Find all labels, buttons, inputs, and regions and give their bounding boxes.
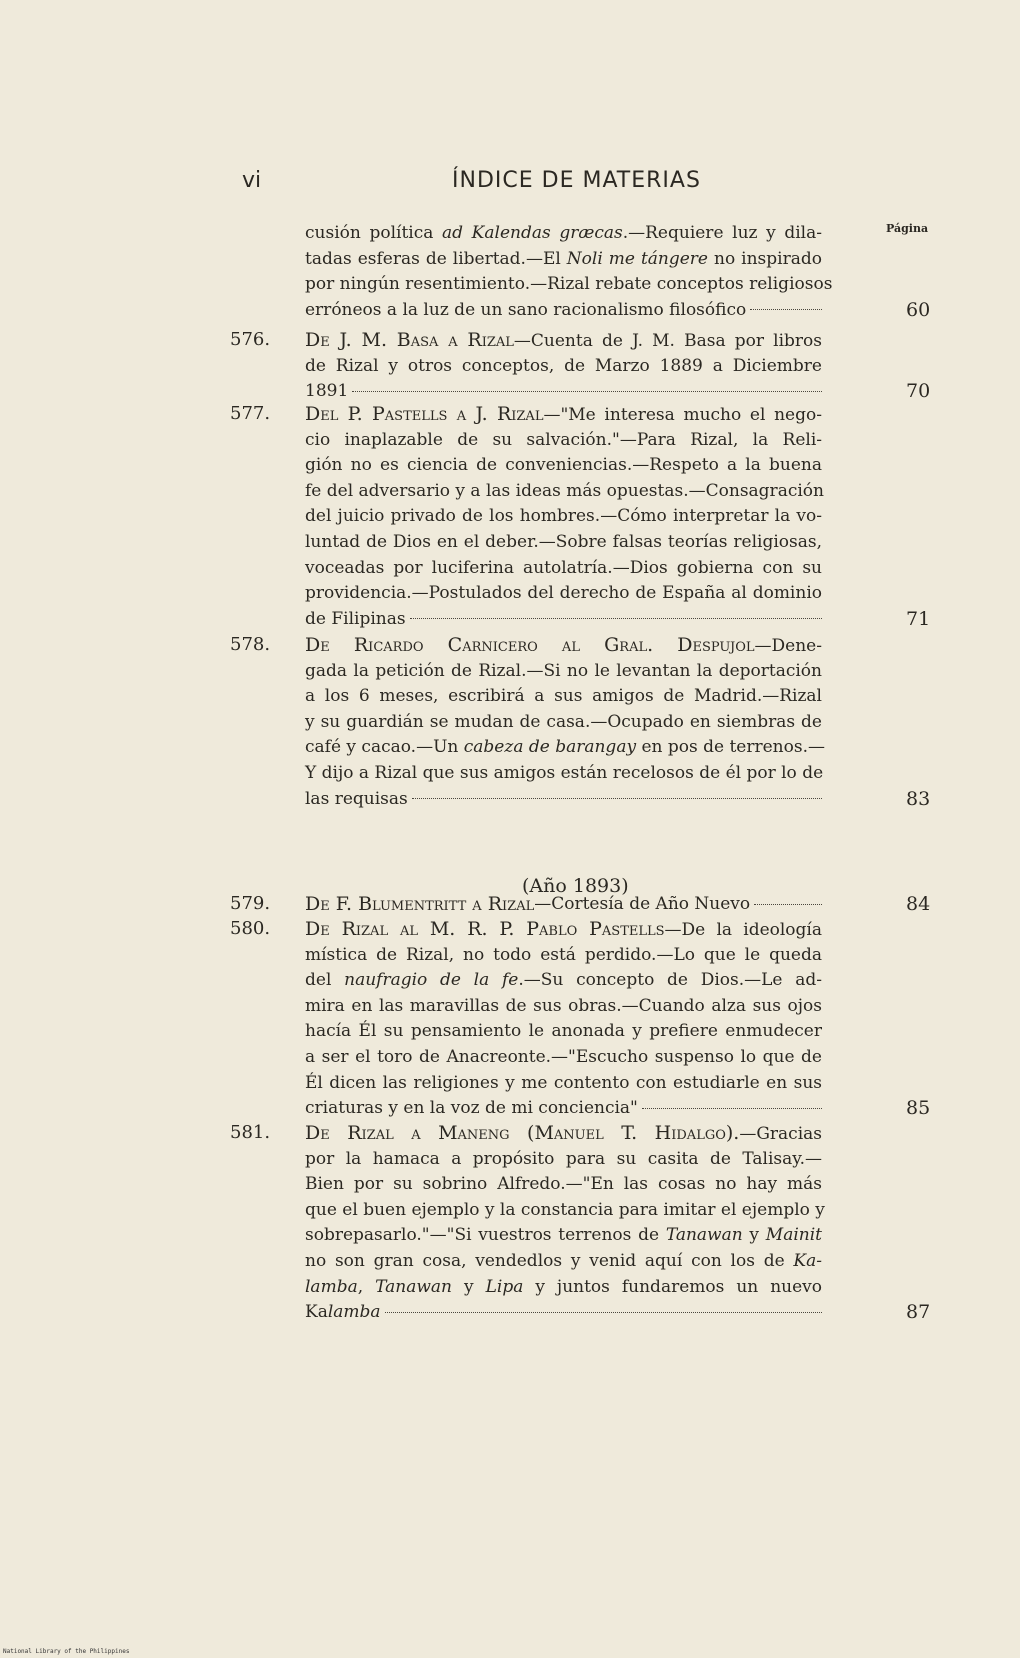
dot-leader: [412, 798, 822, 799]
page-number: 84: [906, 893, 931, 915]
dot-leader: [410, 618, 822, 619]
entry-line: del juicio privado de los hombres.—Cómo interpretar la vo-: [305, 506, 822, 527]
entry-line: gada la petición de Rizal.—Si no le levantan la deportación: [305, 660, 822, 681]
entry-number: 576.: [230, 329, 271, 350]
entry-line: criaturas y en la voz de mi conciencia": [305, 1097, 822, 1119]
entry-line: mira en las maravillas de sus obras.—Cuando alza sus ojos: [305, 995, 822, 1016]
entry-line: Del P. Pastells a J. Rizal—"Me interesa mucho el nego-: [305, 403, 822, 425]
entry-line: del naufragio de la fe.—Su concepto de Dios.—Le ad-: [305, 970, 822, 991]
entry-line: cusión política ad Kalendas græcas.—Requiere luz y dila-: [305, 223, 823, 243]
entry-line: no son gran cosa, vendedlos y venid aquí con los de Ka-: [305, 1251, 822, 1271]
page-number: 71: [906, 607, 931, 630]
entry-line: providencia.—Postulados del derecho de España al dominio: [305, 583, 822, 604]
entry-line: tadas esferas de libertad.—El Noli me tángere no inspirado: [305, 248, 822, 269]
page-number: 83: [906, 787, 931, 810]
entry-line: gión no es ciencia de conveniencias.—Respeto a la buena: [305, 455, 822, 476]
entry-line: de Rizal y otros conceptos, de Marzo 1889 a Diciembre: [305, 355, 822, 376]
entry-line: luntad de Dios en el deber.—Sobre falsas teorías religiosas,: [305, 532, 822, 552]
entry-number: 579.: [230, 893, 271, 914]
entry-line: voceadas por luciferina autolatría.—Dios gobierna con su: [305, 557, 822, 578]
entry-line: mística de Rizal, no todo está perdido.—Lo que le queda: [305, 944, 822, 965]
entry-line: De Rizal al M. R. P. Pablo Pastells—De la ideología: [305, 918, 822, 940]
entry-number: 577.: [230, 403, 271, 424]
folio: vi: [242, 168, 262, 193]
entry-line: sobrepasarlo."—"Si vuestros terrenos de Tanawan y Mainit: [305, 1225, 822, 1246]
entry-line: 1891: [305, 380, 822, 402]
entry-line: Él dicen las religiones y me contento con estudiarle en sus: [305, 1072, 822, 1093]
entry-number: 580.: [230, 918, 271, 939]
dot-leader: [385, 1312, 822, 1313]
entry-line: hacía Él su pensamiento le anonada y prefiere enmudecer: [305, 1021, 822, 1042]
entry-line: café y cacao.—Un cabeza de barangay en pos de terrenos.—: [305, 737, 825, 758]
entry-line: Y dijo a Rizal que sus amigos están recelosos de él por lo de: [305, 763, 824, 783]
dot-leader: [754, 904, 822, 905]
entry-line: las requisas: [305, 788, 822, 810]
entry-line: fe del adversario y a las ideas más opuestas.—Consagración: [305, 480, 824, 501]
entry-line: cio inaplazable de su salvación."—Para Rizal, la Reli-: [305, 429, 822, 450]
entry-number: 578.: [230, 634, 271, 655]
entry-line: a los 6 meses, escribirá a sus amigos de Madrid.—Rizal: [305, 686, 822, 707]
entry-line: a ser el toro de Anacreonte.—"Escucho suspenso lo que de: [305, 1047, 822, 1067]
entry-line: y su guardián se mudan de casa.—Ocupado en siembras de: [305, 711, 822, 732]
entry-line: Bien por su sobrino Alfredo.—"En las cosas no hay más: [305, 1174, 822, 1195]
pagina-label: Página: [886, 222, 929, 235]
entry-line: De Ricardo Carnicero al Gral. Despujol—Dene-: [305, 634, 822, 656]
entry-line: de Filipinas: [305, 608, 822, 630]
year-heading: (Año 1893): [522, 875, 629, 897]
entry-line: Ka lamba: [305, 1301, 822, 1323]
entry-line: que el buen ejemplo y la constancia para imitar el ejemplo y: [305, 1199, 825, 1220]
page-title: ÍNDICE DE MATERIAS: [452, 168, 701, 193]
entry-line: por la hamaca a propósito para su casita de Talisay.—: [305, 1148, 822, 1169]
entry-line: por ningún resentimiento.—Rizal rebate conceptos religiosos: [305, 274, 833, 295]
entry-line: De Rizal a Maneng (Manuel T. Hidalgo).—Gracias: [305, 1122, 822, 1144]
page-number: 60: [906, 298, 931, 321]
running-head: [0, 168, 1020, 198]
dot-leader: [750, 309, 822, 310]
dot-leader: [352, 391, 822, 392]
entry-line: De F. Blumentritt a Rizal —Cortesía de Año Nuevo: [305, 893, 822, 915]
page-number: 70: [906, 380, 931, 403]
footer-credit: National Library of the Philippines: [3, 1648, 130, 1655]
entry-number: 581.: [230, 1122, 271, 1143]
entry-line: lamba, Tanawan y Lipa y juntos fundaremos un nuevo: [305, 1276, 823, 1297]
entry-line: erróneos a la luz de un sano racionalismo filosófico: [305, 299, 822, 321]
entry-line: De J. M. Basa a Rizal—Cuenta de J. M. Basa por libros: [305, 329, 822, 351]
dot-leader: [642, 1108, 822, 1109]
page-number: 87: [906, 1301, 931, 1324]
page-number: 85: [906, 1097, 931, 1120]
